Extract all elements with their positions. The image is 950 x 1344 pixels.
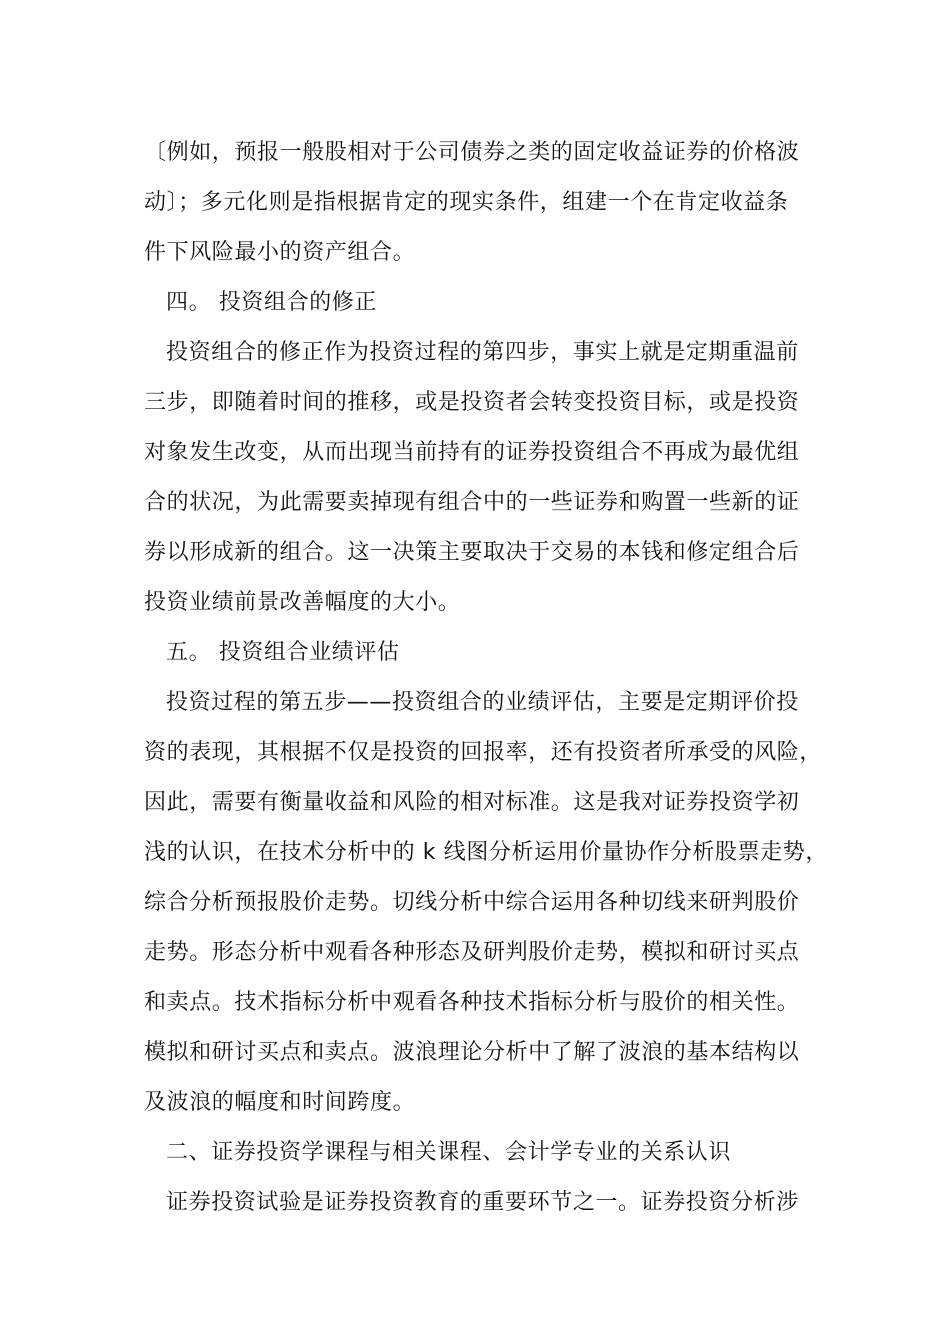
section-heading: 二、证券投资学课程与相关课程、会计学专业的关系认识 xyxy=(166,1140,732,1165)
text-line: 对象发生改变，从而出现当前持有的证券投资组合不再成为最优组 xyxy=(144,440,800,465)
text-line: 三步，即随着时间的推移，或是投资者会转变投资目标，或是投资 xyxy=(144,390,800,415)
text-line: 资的表现，其根据不仅是投资的回报率，还有投资者所承受的风险， xyxy=(144,740,823,765)
text-line: 券以形成新的组合。这一决策主要取决于交易的本钱和修定组合后 xyxy=(144,540,800,565)
text-line: 模拟和研讨买点和卖点。波浪理论分析中了解了波浪的基本结构以 xyxy=(144,1040,800,1065)
text-line: 因此，需要有衡量收益和风险的相对标准。这是我对证券投资学初 xyxy=(144,790,800,815)
text-line: 〔例如，预报一般股相对于公司债券之类的固定收益证券的价格波 xyxy=(144,140,800,165)
text-line: 浅的认识，在技术分析中的 k 线图分析运用价量协作分析股票走势， xyxy=(144,840,828,865)
text-line: 和卖点。技术指标分析中观看各种技术指标分析与股价的相关性。 xyxy=(144,990,800,1015)
text-line: 综合分析预报股价走势。切线分析中综合运用各种切线来研判股价 xyxy=(144,890,800,915)
text-line: 动〕；多元化则是指根据肯定的现实条件，组建一个在肯定收益条 xyxy=(144,190,789,215)
paragraph-first-line: 证券投资试验是证券投资教育的重要环节之一。证券投资分析涉 xyxy=(166,1190,799,1215)
text-line: 件下风险最小的资产组合。 xyxy=(144,240,416,265)
text-line: 及波浪的幅度和时间跨度。 xyxy=(144,1090,416,1115)
text-line: 投资业绩前景改善幅度的大小。 xyxy=(144,590,461,615)
document-body xyxy=(144,128,830,1228)
paragraph-first-line: 投资组合的修正作为投资过程的第四步，事实上就是定期重温前 xyxy=(166,340,799,365)
section-heading: 五。 投资组合业绩评估 xyxy=(166,640,400,665)
section-heading: 四。 投资组合的修正 xyxy=(166,290,377,315)
text-line: 合的状况，为此需要卖掉现有组合中的一些证券和购置一些新的证 xyxy=(144,490,800,515)
paragraph-first-line: 投资过程的第五步——投资组合的业绩评估，主要是定期评价投 xyxy=(166,690,799,715)
text-line: 走势。形态分析中观看各种形态及研判股价走势，模拟和研讨买点 xyxy=(144,940,800,965)
